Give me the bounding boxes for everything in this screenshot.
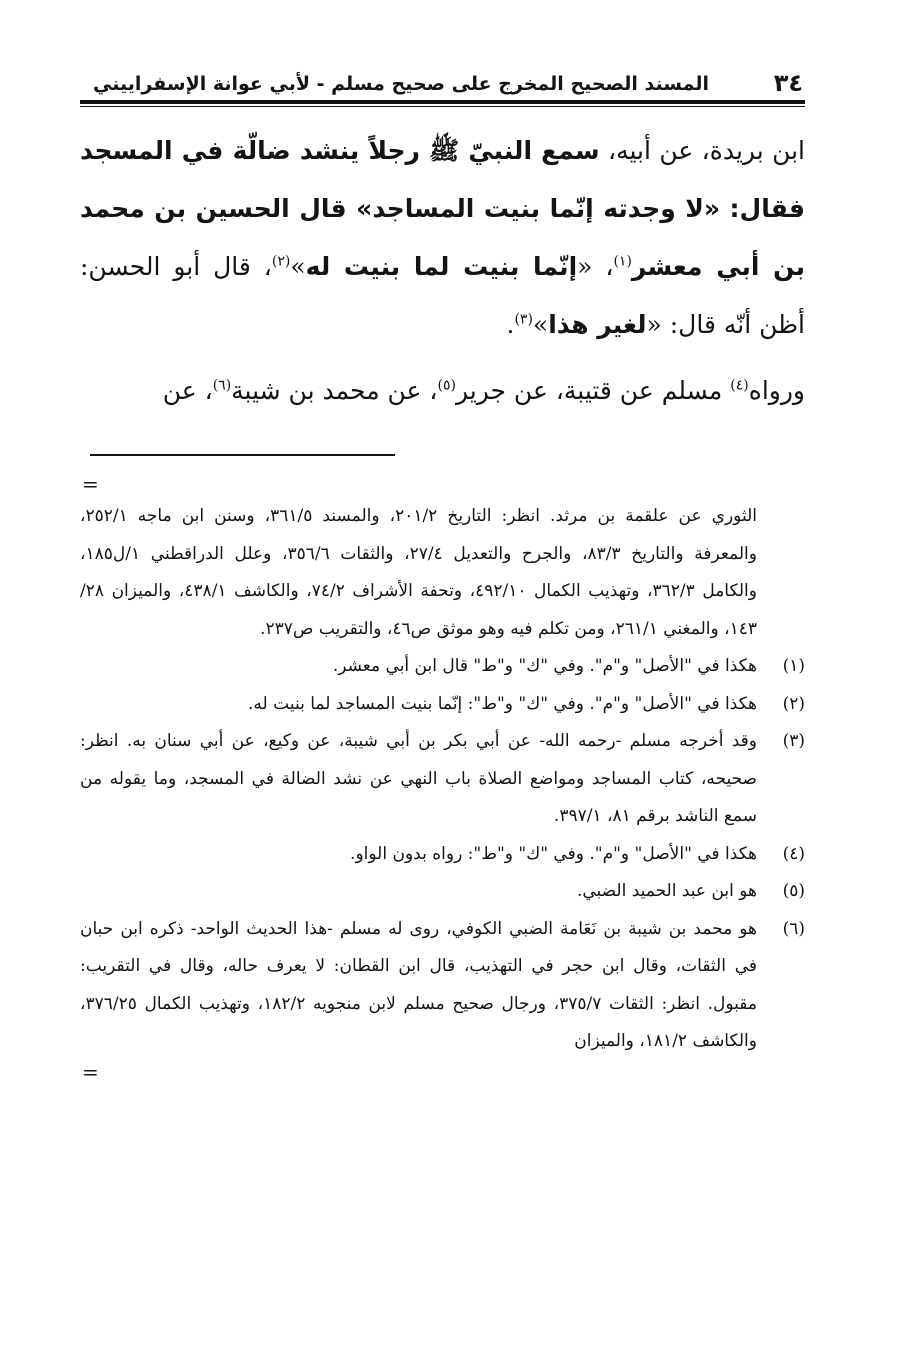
footnote-5 xyxy=(80,873,805,911)
footnote-number: (٤) xyxy=(782,843,805,864)
isnad-text: ، عن xyxy=(162,376,213,405)
isnad-paragraph xyxy=(80,362,805,420)
footnote-number: (٥) xyxy=(782,881,805,901)
footnote-text: هو محمد بن شيبة بن نَعَامة الضبي الكوفي، روى له مسلم -هذا الحديث الواحد- ذكره ابن حبان في الثقات، وقال ابن حجر في التهذيب، قال ابن القطان: لا يعرف حاله، وقال في التقريب: مقبول. انظر: الثقات ٣٧٥/٧، ورجال صحيح مسلم لابن منجويه ١٨٢/٢، وتهذيب الكمال ٣٧٦/٢٥، والكاشف ١٨١/٢، والميزان xyxy=(80,918,757,1051)
footnote-2 xyxy=(80,686,805,724)
footnote-number: (٣) xyxy=(782,731,805,751)
footnote-ref: (٣) xyxy=(514,311,533,328)
footnote-ref: (٢) xyxy=(271,253,291,270)
punctuation: . xyxy=(506,310,515,339)
header-rule-thin xyxy=(80,106,805,107)
footnote-4 xyxy=(80,836,805,874)
punctuation: » xyxy=(290,252,306,281)
footnote-1 xyxy=(80,648,805,686)
footnote-ref: (٦) xyxy=(212,377,232,394)
isnad-text: ، عن محمد بن شيبة xyxy=(231,376,438,405)
continuation-mark-top: = xyxy=(82,472,99,496)
footnote-separator xyxy=(90,454,395,456)
footnote-6 xyxy=(80,911,805,1061)
footnote-number: (١) xyxy=(782,656,805,676)
footnote-number: (٦) xyxy=(782,918,805,939)
page-header xyxy=(80,66,805,102)
footnote-ref: (٥) xyxy=(437,377,456,394)
footnote-text: وقد أخرجه مسلم -رحمه الله- عن أبي بكر بن أبي شيبة، عن وكيع، عن أبي سنان به. انظر: صحيحه، كتاب المساجد ومواضع الصلاة باب النهي عن نشد الضالة في المسجد، وما يقوله من سمع الناشد برقم ٨١، ٣٩٧/١. xyxy=(80,731,757,826)
footnote-text: هو ابن عبد الحميد الضبي. xyxy=(576,881,757,901)
footnotes xyxy=(80,498,805,1061)
narration-text: ، قال أبو الحسن: أظن أنّه قال: « xyxy=(80,252,805,339)
hadith-text: لغير هذا xyxy=(548,310,647,339)
footnote-continued: الثوري عن علقمة بن مرثد. انظر: التاريخ ٢٠١/٢، والمسند ٣٦١/٥، وسنن ابن ماجه ٢٥٢/١، والمعرفة والتاريخ ٨٣/٣، والجرح والتعديل ٢٧/٤، والثقات ٣٥٦/٦، وعلل الدراقطني ١/ل١٨٥، والكامل ٣٦٢/٣، وتهذيب الكمال ٤٩٢/١٠، وتحفة الأشراف ٧٤/٢، والكاشف ٤٣٨/١، والميزان ٢٨/ ١٤٣، والمغني ٢٦١/١، ومن تكلم فيه وهو موثق ص٤٦، والتقريب ص٢٣٧. xyxy=(80,506,757,639)
hadith-paragraph xyxy=(80,122,805,354)
isnad-text: ورواه xyxy=(748,376,805,405)
continuation-mark-bottom: = xyxy=(82,1059,99,1084)
main-text xyxy=(80,122,805,420)
punctuation: » xyxy=(532,310,549,339)
punctuation: ، « xyxy=(577,252,614,281)
footnote-ref: (١) xyxy=(613,253,632,270)
isnad-text: مسلم عن قتيبة، عن جرير xyxy=(455,376,731,405)
footnote-text: هكذا في "الأصل" و"م". وفي "ك" و"ط": إنّما بنيت المساجد لما بنيت له. xyxy=(248,693,757,714)
isnad-text: ابن بريدة، عن أبيه، xyxy=(599,136,805,165)
book-page xyxy=(80,66,805,1083)
footnote-ref: (٤) xyxy=(730,377,749,394)
page-number: ٣٤ xyxy=(773,69,803,97)
running-title: المسند الصحيح المخرج على صحيح مسلم - لأبي عوانة الإسفراييني xyxy=(93,73,709,95)
footnote-3 xyxy=(80,723,805,836)
header-rule xyxy=(80,100,805,104)
footnote-text: هكذا في "الأصل" و"م". وفي "ك" و"ط": رواه بدون الواو. xyxy=(350,843,757,864)
hadith-text: إنّما بنيت لما بنيت له xyxy=(305,252,578,281)
footnote-number: (٢) xyxy=(782,693,805,714)
footnote-text: هكذا في "الأصل" و"م". وفي "ك" و"ط" قال ابن أبي معشر. xyxy=(332,656,757,676)
hadith-text: سمع النبيّ ﷺ رجلاً ينشد ضالّة في المسجد فقال: «لا وجدته إنّما بنيت المساجد» قال الحسين بن محمد بن أبي معشر xyxy=(80,136,806,281)
